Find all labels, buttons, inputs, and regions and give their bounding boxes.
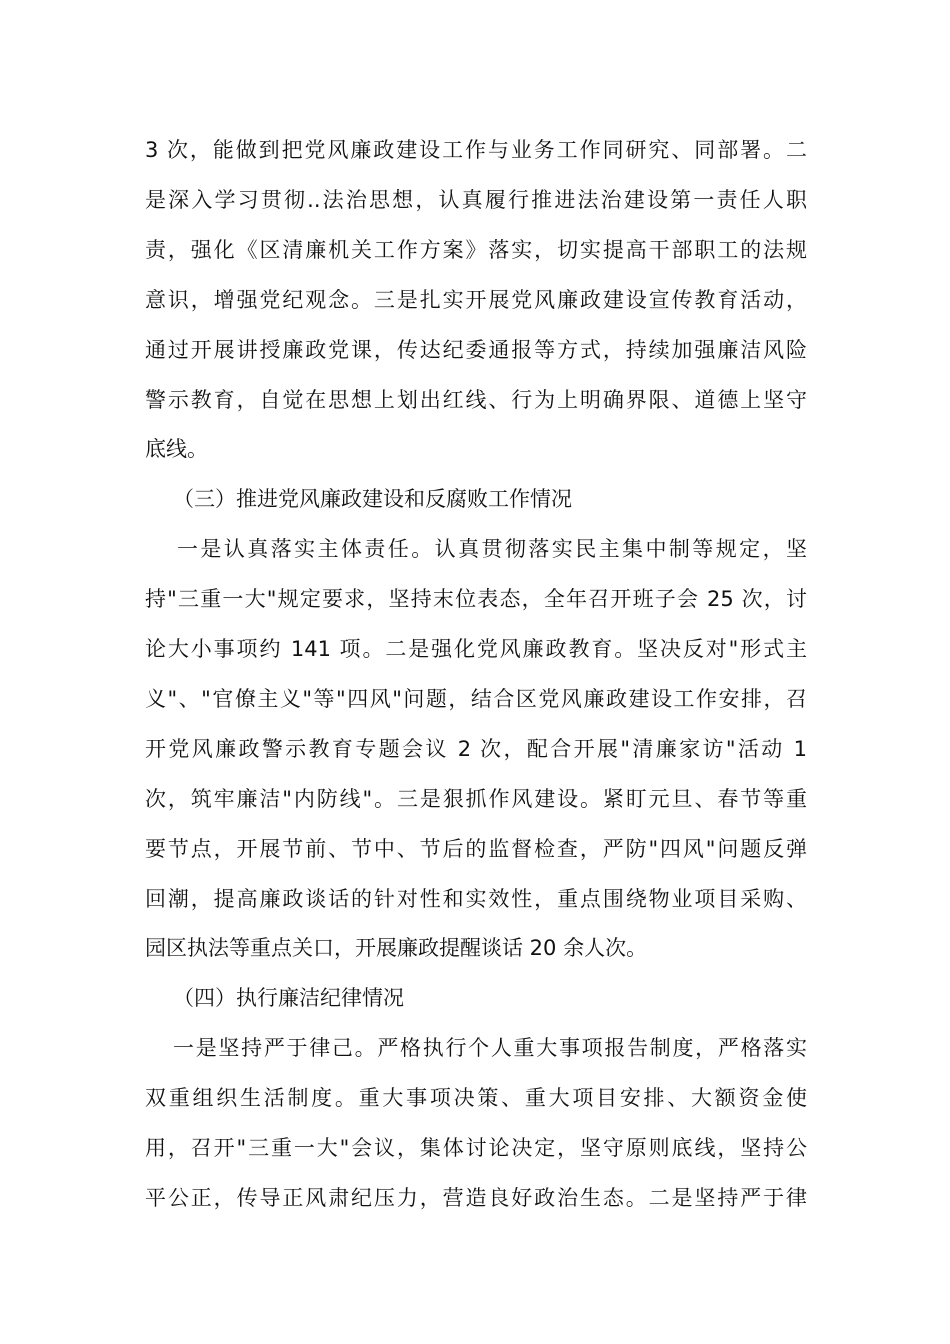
text-line: 通过开展讲授廉政党课，传达纪委通报等方式，持续加强廉洁风险 (145, 337, 807, 362)
text-line: 一是坚持严于律己。严格执行个人重大事项报告制度，严格落实 (173, 1036, 807, 1061)
text-line: 一是认真落实主体责任。认真贯彻落实民主集中制等规定，坚 (177, 537, 807, 562)
text-line: 开党风廉政警示教育专题会议 2 次，配合开展"清廉家访"活动 1 (145, 736, 807, 761)
text-line: 次，筑牢廉洁"内防线"。三是狠抓作风建设。紧盯元旦、春节等重 (145, 786, 807, 811)
text-line: 园区执法等重点关口，开展廉政提醒谈话 20 余人次。 (145, 936, 648, 961)
text-line: 回潮，提高廉政谈话的针对性和实效性，重点围绕物业项目采购、 (145, 886, 807, 911)
text-line: 义"、"官僚主义"等"四风"问题，结合区党风廉政建设工作安排，召 (145, 686, 807, 711)
text-line: （三）推进党风廉政建设和反腐败工作情况 (173, 487, 572, 512)
text-line: 3 次，能做到把党风廉政建设工作与业务工作同研究、同部署。二 (145, 138, 807, 162)
text-line: 要节点，开展节前、节中、节后的监督检查，严防"四风"问题反弹 (145, 836, 807, 861)
text-line: 底线。 (145, 437, 208, 462)
text-line: 用，召开"三重一大"会议，集体讨论决定，坚守原则底线，坚持公 (145, 1136, 807, 1160)
text-line: 意识，增强党纪观念。三是扎实开展党风廉政建设宣传教育活动， (145, 287, 807, 312)
text-line: （四）执行廉洁纪律情况 (173, 986, 404, 1011)
text-line: 是深入学习贯彻..法治思想，认真履行推进法治建设第一责任人职 (145, 187, 807, 212)
text-line: 持"三重一大"规定要求，坚持末位表态，全年召开班子会 25 次，讨 (145, 587, 807, 612)
text-line: 论大小事项约 141 项。二是强化党风廉政教育。坚决反对"形式主 (145, 637, 807, 661)
text-line: 责，强化《区清廉机关工作方案》落实，切实提高干部职工的法规 (145, 237, 807, 262)
text-line: 警示教育，自觉在思想上划出红线、行为上明确界限、道德上坚守 (145, 387, 807, 412)
text-line: 双重组织生活制度。重大事项决策、重大项目安排、大额资金使 (145, 1086, 807, 1111)
text-line: 平公正，传导正风肃纪压力，营造良好政治生态。二是坚持严于律 (145, 1185, 807, 1210)
